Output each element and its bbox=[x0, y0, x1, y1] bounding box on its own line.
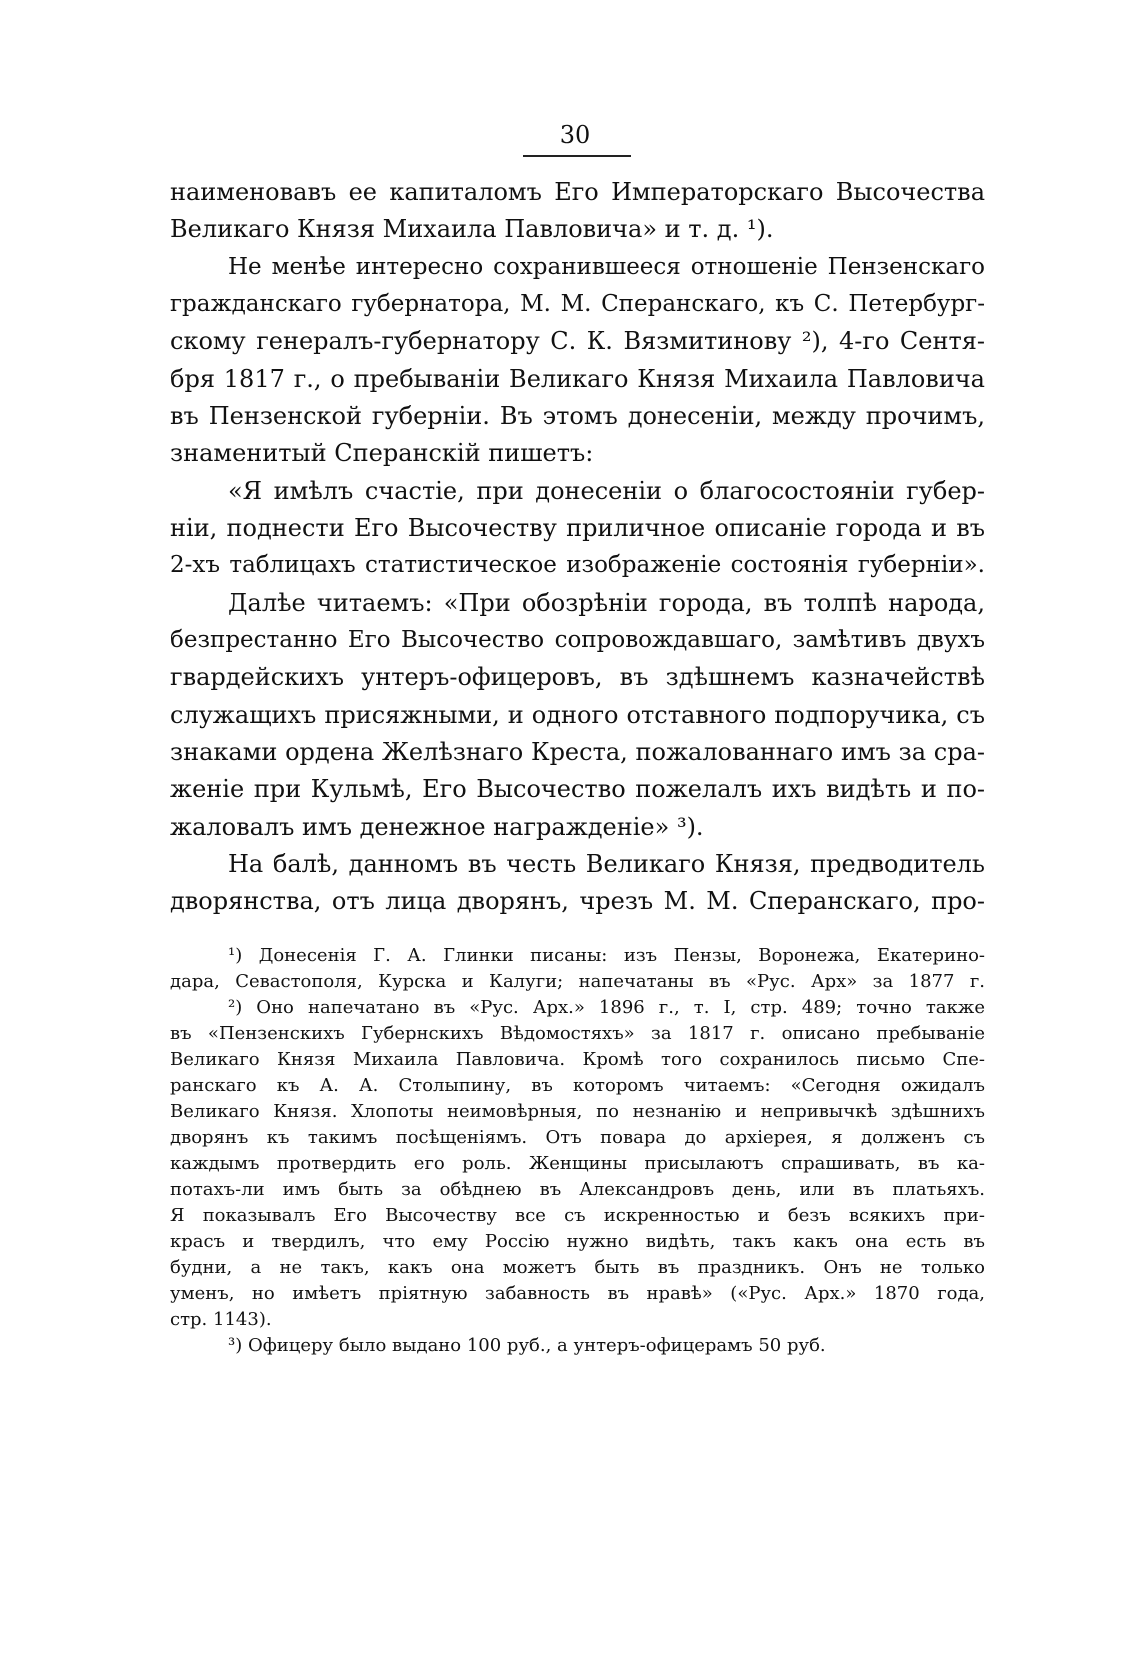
footnote-line: ³) Офицеру было выдано 100 руб., а унтеръ-офицерамъ 50 руб. bbox=[228, 1335, 826, 1356]
footnote-line: Великаго Князя Михаила Павловича. Кромѣ того сохранилось письмо Спе- bbox=[170, 1049, 985, 1070]
body-line: 2-хъ таблицахъ статистическое изображеніе состоянія губерніи». bbox=[170, 552, 985, 578]
footnote-line: Великаго Князя. Хлопоты неимовѣрныя, по незнанію и непривычкѣ здѣшнихъ bbox=[170, 1101, 985, 1122]
body-line: дворянства, отъ лица дворянъ, чрезъ М. М. Сперанскаго, про- bbox=[170, 887, 985, 915]
body-line: Великаго Князя Михаила Павловича» и т. д. ¹). bbox=[170, 215, 774, 243]
body-line: наименовавъ ее капиталомъ Его Императорскаго Высочества bbox=[170, 178, 985, 206]
footnote-line: уменъ, но имѣетъ пріятную забавность въ нравѣ» («Рус. Арх.» 1870 года, bbox=[170, 1283, 985, 1304]
body-line: бря 1817 г., о пребываніи Великаго Князя Михаила Павловича bbox=[170, 365, 985, 393]
footnote-line: стр. 1143). bbox=[170, 1309, 272, 1330]
page-number-rule bbox=[523, 155, 631, 157]
footnote-line: въ «Пензенскихъ Губернскихъ Вѣдомостяхъ» за 1817 г. описано пребываніе bbox=[170, 1023, 985, 1044]
body-line: гвардейскихъ унтеръ-офицеровъ, въ здѣшнемъ казначействѣ bbox=[170, 663, 985, 691]
footnote-line: каждымъ протвердить его роль. Женщины присылаютъ спрашивать, въ ка- bbox=[170, 1153, 985, 1174]
footnote-line: Я показывалъ Его Высочеству все съ искренностью и безъ всякихъ при- bbox=[170, 1205, 985, 1226]
footnote-line: дара, Севастополя, Курска и Калуги; напечатаны въ «Рус. Арх» за 1877 г. bbox=[170, 971, 985, 992]
body-line: ніи, поднести Его Высочеству приличное описаніе города и въ bbox=[170, 514, 985, 542]
body-line: безпрестанно Его Высочество сопровождавшаго, замѣтивъ двухъ bbox=[170, 627, 985, 653]
body-line: женіе при Кульмѣ, Его Высочество пожелалъ ихъ видѣть и по- bbox=[170, 775, 985, 803]
footnote-line: красъ и твердилъ, что ему Россію нужно видѣть, такъ какъ она есть въ bbox=[170, 1231, 985, 1252]
body-line: скому генералъ-губернатору С. К. Вязмитинову ²), 4-го Сентя- bbox=[170, 327, 985, 355]
footnote-line: ранскаго къ А. А. Столыпину, въ которомъ читаемъ: «Сегодня ожидалъ bbox=[170, 1075, 985, 1096]
body-line: Далѣе читаемъ: «При обозрѣніи города, въ толпѣ народа, bbox=[228, 589, 985, 617]
body-line: знаменитый Сперанскій пишетъ: bbox=[170, 439, 594, 467]
page-number: 30 bbox=[559, 121, 591, 149]
body-line: служащихъ присяжными, и одного отставного подпоручика, съ bbox=[170, 701, 985, 729]
body-line: На балѣ, данномъ въ честь Великаго Князя, предводитель bbox=[228, 850, 985, 878]
body-line: гражданскаго губернатора, М. М. Сперанскаго, къ С. Петербург- bbox=[170, 291, 985, 317]
body-line: «Я имѣлъ счастіе, при донесеніи о благосостояніи губер- bbox=[228, 477, 985, 505]
body-line: Не менѣе интересно сохранившееся отношеніе Пензенскаго bbox=[228, 254, 985, 280]
footnote-line: ²) Оно напечатано въ «Рус. Арх.» 1896 г., т. I, стр. 489; точно также bbox=[228, 997, 985, 1018]
body-line: жаловалъ имъ денежное награжденіе» ³). bbox=[170, 813, 704, 841]
body-line: знаками ордена Желѣзнаго Креста, пожалованнаго имъ за сра- bbox=[170, 738, 985, 766]
footnote-line: дворянъ къ такимъ посѣщеніямъ. Отъ повара до архіерея, я долженъ съ bbox=[170, 1127, 985, 1148]
body-line: въ Пензенской губерніи. Въ этомъ донесеніи, между прочимъ, bbox=[170, 402, 985, 430]
footnote-line: будни, а не такъ, какъ она можетъ быть въ праздникъ. Онъ не только bbox=[170, 1257, 985, 1278]
footnote-line: потахъ-ли имъ быть за обѣднею въ Александровъ день, или въ платьяхъ. bbox=[170, 1179, 985, 1200]
footnote-line: ¹) Донесенія Г. А. Глинки писаны: изъ Пензы, Воронежа, Екатерино- bbox=[228, 945, 985, 966]
